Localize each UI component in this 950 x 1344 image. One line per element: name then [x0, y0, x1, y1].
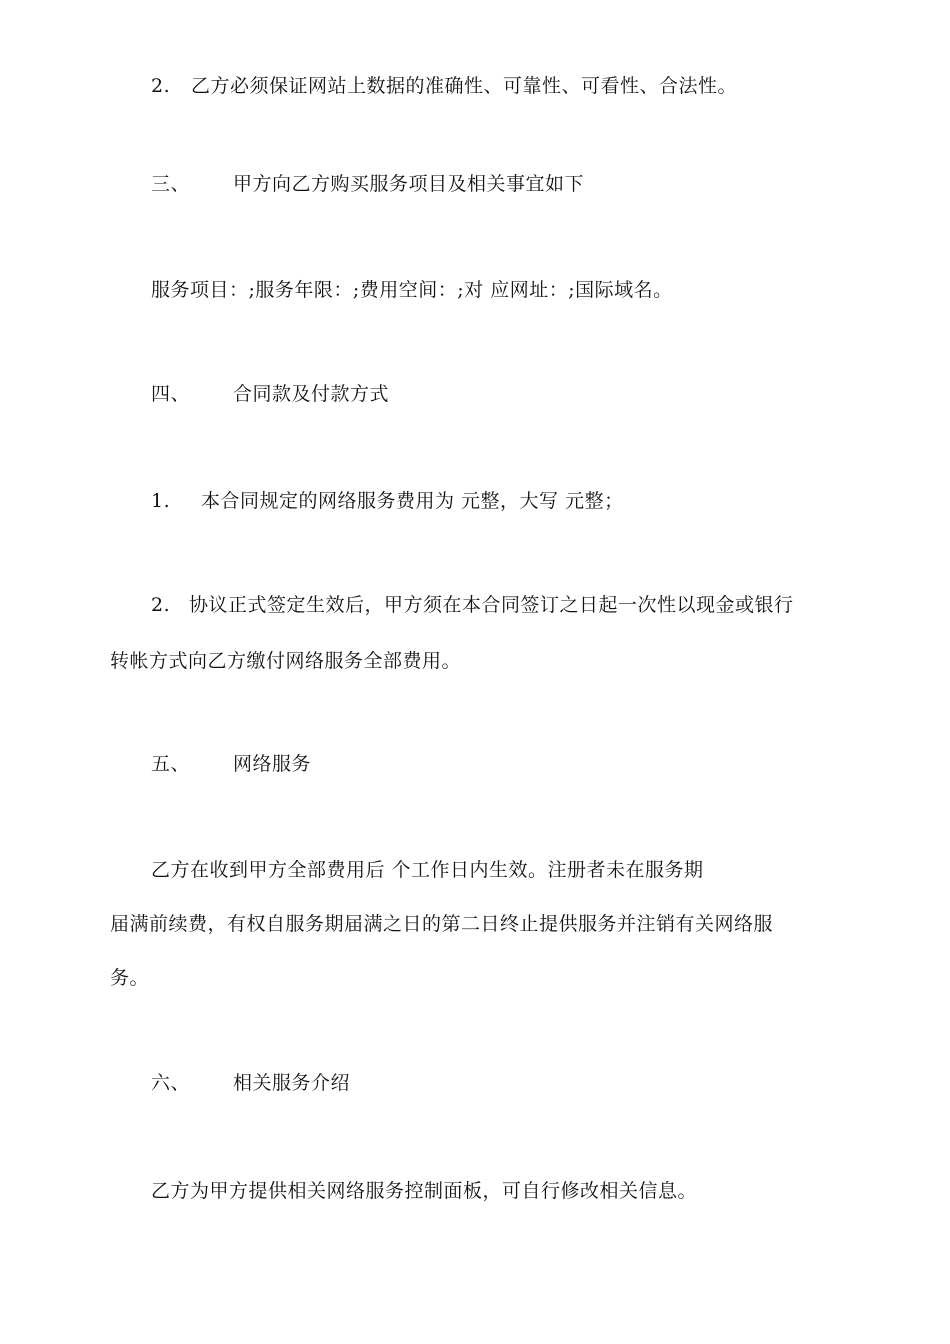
related-services-para: 乙方为甲方提供相关网络服务控制面板，可自行修改相关信息。 [151, 1180, 698, 1202]
clause-2-payment [151, 593, 794, 617]
network-service-para-line-3: 务。 [110, 967, 150, 989]
section-title: 网络服务 [233, 753, 312, 775]
network-service-para-line-1: 乙方在收到甲方全部费用后 个工作日内生效。注册者未在服务期 [151, 859, 704, 881]
section-title: 合同款及付款方式 [233, 383, 390, 405]
section-4-heading [151, 382, 389, 406]
section-number: 三、 [151, 173, 191, 195]
section-6-heading [151, 1071, 350, 1095]
section-3-heading [151, 172, 584, 196]
network-service-para-line-2: 届满前续费，有权自服务期届满之日的第二日终止提供服务并注销有关网络服 [110, 913, 774, 935]
section-5-heading [151, 752, 311, 776]
clause-text: 本合同规定的网络服务费用为 元整，大写 元整； [201, 490, 624, 512]
clause-number: 2. [151, 75, 171, 97]
clause-number: 1. [151, 490, 171, 512]
clause-text: 乙方必须保证网站上数据的准确性、可靠性、可看性、合法性。 [191, 75, 738, 97]
service-items-line: 服务项目：;服务年限：;费用空间：;对 应网址：;国际域名。 [151, 279, 673, 301]
section-number: 六、 [151, 1072, 191, 1094]
clause-number: 2. [151, 594, 171, 616]
clause-2-payment-continued: 转帐方式向乙方缴付网络服务全部费用。 [110, 650, 462, 672]
clause-1-fee [151, 489, 624, 513]
clause-2-guarantee [151, 74, 737, 98]
section-number: 五、 [151, 753, 191, 775]
section-title: 相关服务介绍 [233, 1072, 351, 1094]
clause-text: 协议正式签定生效后，甲方须在本合同签订之日起一次性以现金或银行 [189, 594, 794, 616]
section-number: 四、 [151, 383, 191, 405]
section-title: 甲方向乙方购买服务项目及相关事宜如下 [233, 173, 585, 195]
